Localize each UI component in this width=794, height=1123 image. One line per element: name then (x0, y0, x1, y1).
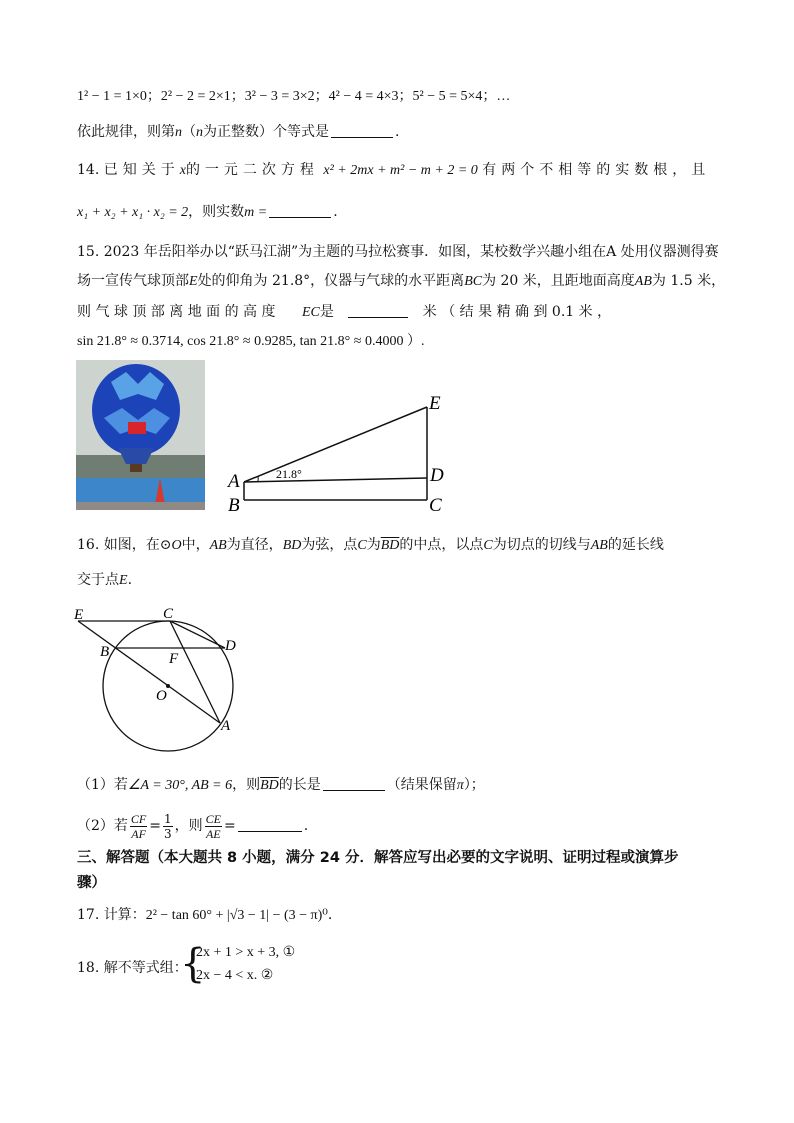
answer-blank[interactable] (269, 203, 331, 218)
text: 是 (319, 304, 334, 320)
label-E: E (429, 393, 441, 414)
fraction-one-third (163, 812, 173, 841)
arc-BD: $\overline{BD}$ (260, 778, 279, 793)
numerator: CE (205, 811, 221, 826)
basket (130, 464, 142, 472)
numerator: 1 (164, 811, 172, 826)
text: 为 20 米，且距地面高度 (482, 273, 635, 289)
label-E: E (74, 607, 84, 623)
text: = (223, 818, 236, 834)
ground (76, 502, 205, 510)
label-A: A (221, 718, 231, 734)
line-EA (78, 621, 220, 723)
system-brace: { (180, 941, 206, 987)
q14-line2 (77, 202, 338, 223)
q15-line3 (77, 302, 611, 323)
balloon-photo (76, 360, 205, 510)
text: . (127, 572, 133, 588)
var-n: n (175, 125, 182, 140)
var-BD: BD (282, 538, 302, 553)
q15-line2 (77, 271, 725, 292)
answer-blank[interactable] (348, 303, 408, 318)
answer-blank[interactable] (238, 817, 302, 832)
pi: π (456, 778, 464, 793)
text: 为 1.5 米， (651, 273, 726, 289)
denominator: AF (131, 826, 146, 841)
text: = (149, 818, 161, 834)
q15-figure (222, 390, 452, 515)
pattern-sequence: 1² − 1 = 1×0；2² − 2 = 2×1；3² − 3 = 3×2；4² − 4 = 4×3；5² − 5 = 5×4；… (77, 89, 511, 104)
section-3-heading-cont: 骤） (77, 875, 106, 891)
q18-label: 18. 解不等式组： (77, 960, 188, 976)
section-3-heading: 三、解答题（本大题共 8 小题，满分 24 分．解答应写出必要的文字说明、证明过程或演算步 (77, 850, 679, 866)
text: 为弦，点 (301, 537, 358, 553)
q14-line1 (77, 160, 710, 181)
label-B: B (228, 495, 240, 515)
label-C: C (429, 495, 442, 515)
q16-figure (70, 602, 250, 752)
fraction-CE-AE (205, 812, 222, 841)
expression: 2² − tan 60° + |√3 − 1| − (3 − π)⁰ (145, 908, 328, 923)
numerator: CF (130, 811, 147, 826)
text: 的长是 (278, 777, 321, 793)
var-BC: BC (464, 274, 483, 289)
balloon-flag (128, 422, 146, 434)
line-CD (170, 621, 225, 648)
text: 则 气 球 顶 部 离 地 面 的 高 度 (77, 304, 276, 320)
circle-symbol: ⊙ (159, 537, 172, 553)
text: . (395, 124, 400, 140)
var-x: x (179, 163, 186, 178)
text: 为直径， (226, 537, 283, 553)
label-B: B (100, 644, 110, 660)
label-F: F (169, 651, 179, 667)
answer-blank[interactable] (323, 776, 385, 791)
q16-part1 (77, 775, 485, 796)
line-AD (244, 478, 427, 482)
q17 (77, 905, 332, 926)
q15-line4: sin 21.8° ≈ 0.3714, cos 21.8° ≈ 0.9285, tan 21.8° ≈ 0.4000 ）. (77, 334, 425, 349)
q18-ineq1: 2x + 1 > x + 3, ① (196, 945, 296, 960)
text: . (333, 204, 338, 220)
text: 米 （ 结 果 精 确 到 0.1 米 ， (422, 304, 612, 320)
text: ，则 (232, 777, 261, 793)
text: ）； (463, 777, 485, 793)
q18-ineq2: 2x − 4 < x. ② (196, 968, 274, 983)
text: 为 (366, 537, 381, 553)
var-C: C (483, 538, 493, 553)
text: （1）若 (77, 777, 128, 793)
label-O: O (156, 688, 167, 704)
text: . (303, 818, 309, 834)
question-number: 14. (77, 162, 100, 178)
angle-label: 21.8° (276, 467, 302, 481)
var-AB: AB (590, 538, 608, 553)
text: 的一元二次方程 (185, 162, 319, 178)
balloon-envelope (92, 364, 180, 456)
question-label: 17. 计算： (77, 907, 146, 923)
line-CA (170, 621, 220, 723)
condition: ∠A = 30°, AB = 6 (127, 778, 233, 793)
pattern-question (77, 122, 399, 143)
denominator: 3 (164, 826, 172, 841)
answer-blank[interactable] (331, 123, 393, 138)
text: ，则 (174, 818, 203, 834)
text: 中， (181, 537, 210, 553)
text: 的中点，以点 (399, 537, 484, 553)
label-D: D (430, 465, 444, 486)
text: 的延长线 (607, 537, 664, 553)
text: 场一宣传气球顶部 (77, 273, 189, 289)
var-AB: AB (634, 274, 652, 289)
var-C: C (357, 538, 367, 553)
q16-part2 (77, 808, 308, 844)
label-C: C (163, 606, 174, 622)
var-E: E (189, 274, 198, 289)
text: （ (182, 124, 196, 140)
text: （结果保留 (386, 777, 457, 793)
q16-line2 (77, 570, 132, 591)
text: ，则实数 (188, 204, 245, 220)
q15-line1: 15. 2023 年岳阳举办以“跃马江湖”为主题的马拉松赛事．如图，某校数学兴趣小组在A 处用仪器测得赛 (77, 244, 719, 260)
var-n: n (196, 125, 203, 140)
q16-line1 (77, 535, 664, 556)
line-AE (244, 407, 427, 482)
text: 为正整数）个等式是 (203, 124, 329, 140)
label-A: A (228, 471, 240, 492)
var-m: m = (244, 205, 268, 220)
denominator: AE (205, 826, 221, 841)
text: （2）若 (77, 818, 128, 834)
text: 交于点 (77, 572, 119, 588)
text: 16. 如图，在 (77, 537, 160, 553)
text: 处的仰角为 21.8°，仪器与气球的水平距离 (197, 273, 465, 289)
equation: x² + 2mx + m² − m + 2 = 0 (323, 163, 478, 178)
var-EC: EC (301, 305, 320, 320)
var-AB: AB (209, 538, 227, 553)
arc-BD: $\overline{BD}$ (380, 538, 400, 553)
text: 已知关于 (103, 162, 180, 178)
condition: x₁ + x₂ + x₁ · x₂ = 2 (77, 205, 189, 220)
text: 依此规律，则第 (77, 124, 175, 140)
fraction-CF-AF (130, 812, 147, 841)
text: 为切点的切线与 (492, 537, 591, 553)
var-E: E (119, 573, 128, 588)
var-O: O (171, 538, 182, 553)
text: 有两个不相等的实数根，且 (482, 162, 711, 178)
label-D: D (225, 638, 236, 654)
text: . (327, 907, 333, 923)
